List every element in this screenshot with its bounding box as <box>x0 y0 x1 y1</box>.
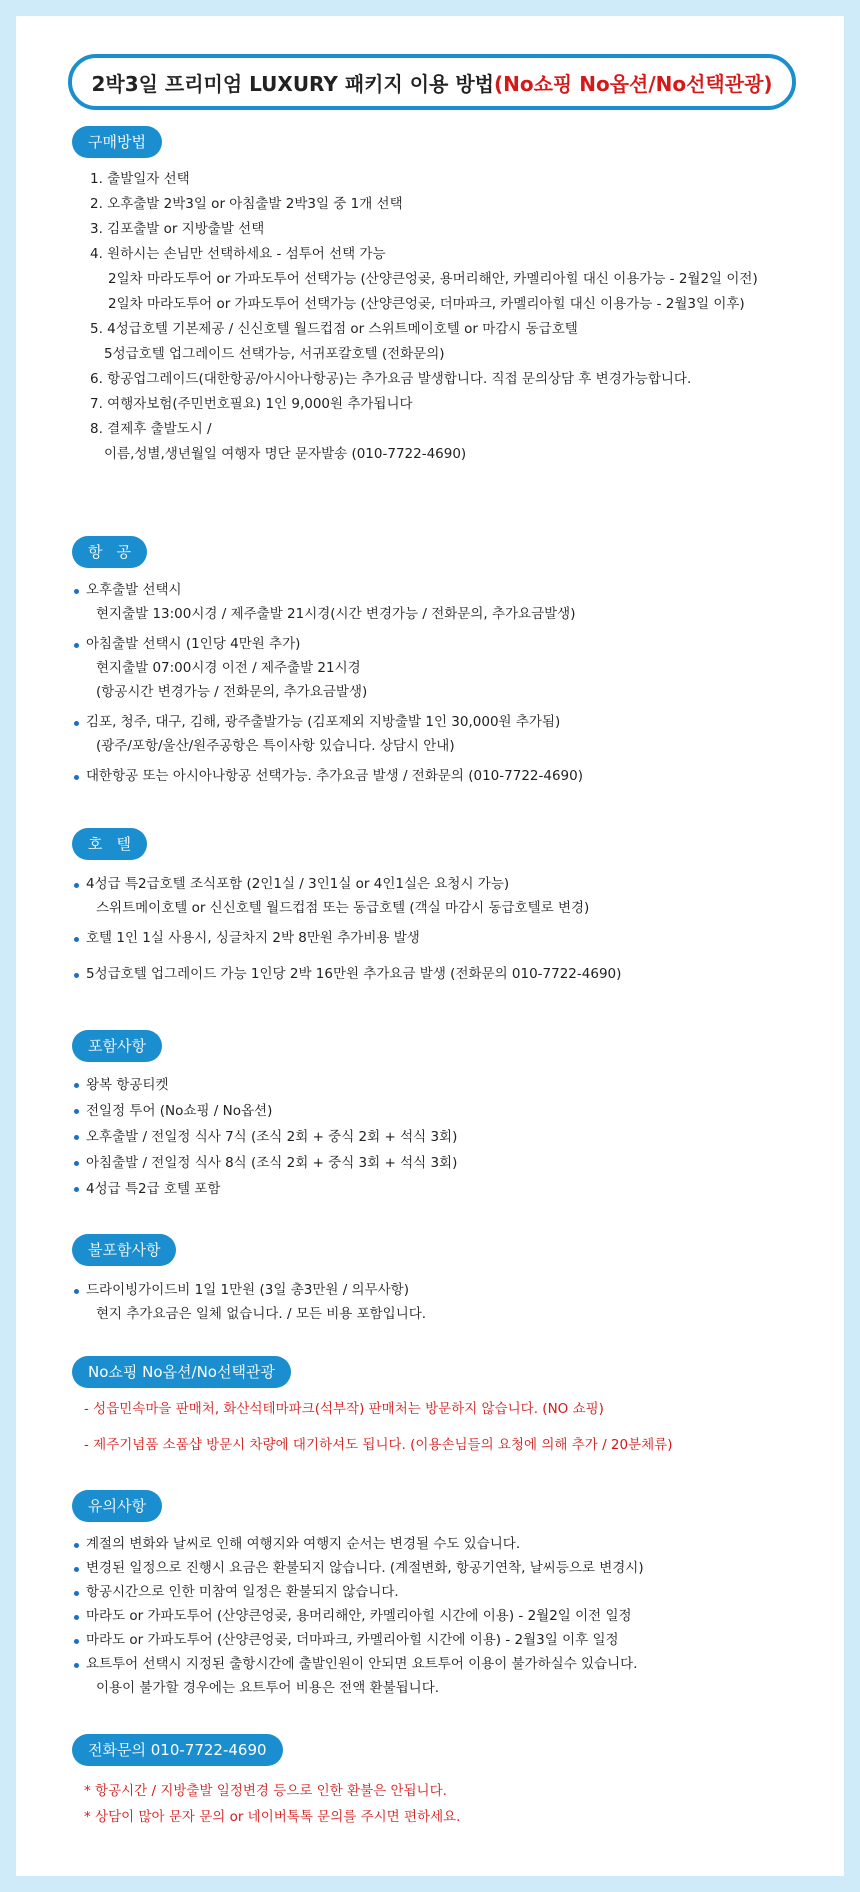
page-title-main: 2박3일 프리미엄 LUXURY 패키지 이용 방법 <box>91 71 494 96</box>
list-item: 전일정 투어 (No쇼핑 / No옵션) <box>72 1098 832 1124</box>
list-item: 변경된 일정으로 진행시 요금은 환불되지 않습니다. (계절변화, 항공기연착, 날씨등으로 변경시) <box>72 1556 832 1580</box>
list-item: 아침출발 / 전일정 식사 8식 (조식 2회 + 중식 3회 + 석식 3회) <box>72 1150 832 1176</box>
section-heading-purchase: 구매방법 <box>72 126 162 158</box>
purchase-line: 5. 4성급호텔 기본제공 / 신신호텔 월드컵점 or 스위트메이호텔 or 마감시 동급호텔 <box>90 321 578 337</box>
contact-note: * 상담이 많아 문자 문의 or 네이버톡톡 문의를 주시면 편하세요. <box>84 1809 461 1825</box>
purchase-line: 2. 오후출발 2박3일 or 아침출발 2박3일 중 1개 선택 <box>90 196 403 212</box>
list-item: 4성급 특2급 호텔 포함 <box>72 1176 832 1202</box>
list-item: 마라도 or 가파도투어 (산양큰엉곶, 용머리해안, 카멜리아힐 시간에 이용) - 2월2일 이전 일정 <box>72 1604 832 1628</box>
list-item: 아침출발 선택시 (1인당 4만원 추가) 현지출발 07:00시경 이전 / 제주출발 21시경 (항공시간 변경가능 / 전화문의, 추가요금발생) <box>72 632 832 704</box>
list-item: 마라도 or 가파도투어 (산양큰엉곶, 더마파크, 카멜리아힐 시간에 이용) - 2월3일 이후 일정 <box>72 1628 832 1652</box>
noshopping-line: - 성읍민속마을 판매처, 화산석테마파크(석부작) 판매처는 방문하지 않습니다. (NO 쇼핑) <box>84 1401 604 1417</box>
list-item: 요트투어 선택시 지정된 출항시간에 출발인원이 안되면 요트투어 이용이 불가하실수 있습니다. 이용이 불가할 경우에는 요트투어 비용은 전액 환불됩니다. <box>72 1652 832 1700</box>
purchase-line: 7. 여행자보험(주민번호필요) 1인 9,000원 추가됩니다 <box>90 396 413 412</box>
contact-note: * 항공시간 / 지방출발 일정변경 등으로 인한 환불은 안됩니다. <box>84 1783 447 1799</box>
section-noshopping <box>72 1356 832 1468</box>
page-title <box>68 54 796 110</box>
list-item: 계절의 변화와 날씨로 인해 여행지와 여행지 순서는 변경될 수도 있습니다. <box>72 1532 832 1556</box>
purchase-line: 2일차 마라도투어 or 가파도투어 선택가능 (산양큰엉곶, 용머리해안, 카멜리아힐 대신 이용가능 - 2월2일 이전) <box>108 271 758 287</box>
list-item: 호텔 1인 1실 사용시, 싱글차지 2박 8만원 추가비용 발생 <box>72 926 832 950</box>
purchase-line: 2일차 마라도투어 or 가파도투어 선택가능 (산양큰엉곶, 더마파크, 카멜리아힐 대신 이용가능 - 2월3일 이후) <box>108 296 745 312</box>
section-contact <box>72 1734 832 1830</box>
section-flight <box>72 536 832 794</box>
section-excluded <box>72 1234 832 1326</box>
section-purchase <box>72 126 832 467</box>
section-heading-flight: 항공 <box>72 536 147 568</box>
section-heading-excluded: 불포함사항 <box>72 1234 176 1266</box>
section-heading-notes: 유의사항 <box>72 1490 162 1522</box>
purchase-line: 5성급호텔 업그레이드 선택가능, 서귀포칼호텔 (전화문의) <box>104 346 445 362</box>
noshopping-line: - 제주기념품 소품샵 방문시 차량에 대기하셔도 됩니다. (이용손님들의 요청에 의해 추가 / 20분체류) <box>84 1437 673 1453</box>
list-item: 4성급 특2급호텔 조식포함 (2인1실 / 3인1실 or 4인1실은 요청시 가능) 스위트메이호텔 or 신신호텔 월드컵점 또는 동급호텔 (객실 마감시 동급호텔로 변경) <box>72 872 832 920</box>
section-heading-hotel: 호텔 <box>72 828 147 860</box>
content-card <box>16 16 844 1876</box>
list-item: 오후출발 선택시 현지출발 13:00시경 / 제주출발 21시경(시간 변경가능 / 전화문의, 추가요금발생) <box>72 578 832 626</box>
section-included <box>72 1030 832 1202</box>
purchase-line: 4. 원하시는 손님만 선택하세요 - 섬투어 선택 가능 <box>90 246 386 262</box>
list-item: 오후출발 / 전일정 식사 7식 (조식 2회 + 중식 2회 + 석식 3회) <box>72 1124 832 1150</box>
purchase-line: 3. 김포출발 or 지방출발 선택 <box>90 221 265 237</box>
list-item: 김포, 청주, 대구, 김해, 광주출발가능 (김포제외 지방출발 1인 30,000원 추가됨) (광주/포항/울산/원주공항은 특이사항 있습니다. 상담시 안내) <box>72 710 832 758</box>
purchase-line: 6. 항공업그레이드(대한항공/아시아나항공)는 추가요금 발생합니다. 직접 문의상담 후 변경가능합니다. <box>90 371 692 387</box>
contact-phone-heading: 전화문의 010-7722-4690 <box>72 1734 283 1766</box>
page-title-highlight: (No쇼핑 No옵션/No선택관광) <box>493 71 773 96</box>
section-heading-included: 포함사항 <box>72 1030 162 1062</box>
purchase-line: 이름,성별,생년월일 여행자 명단 문자발송 (010-7722-4690) <box>104 446 467 462</box>
section-heading-noshopping: No쇼핑 No옵션/No선택관광 <box>72 1356 291 1388</box>
section-notes <box>72 1490 832 1700</box>
list-item: 드라이빙가이드비 1일 1만원 (3일 총3만원 / 의무사항) 현지 추가요금은 일체 없습니다. / 모든 비용 포함입니다. <box>72 1278 832 1326</box>
purchase-line: 1. 출발일자 선택 <box>90 171 190 187</box>
section-hotel <box>72 828 832 992</box>
list-item: 5성급호텔 업그레이드 가능 1인당 2박 16만원 추가요금 발생 (전화문의 010-7722-4690) <box>72 962 832 986</box>
list-item: 대한항공 또는 아시아나항공 선택가능. 추가요금 발생 / 전화문의 (010-7722-4690) <box>72 764 832 788</box>
purchase-line: 8. 결제후 출발도시 / <box>90 421 212 437</box>
list-item: 항공시간으로 인한 미참여 일정은 환불되지 않습니다. <box>72 1580 832 1604</box>
list-item: 왕복 항공티켓 <box>72 1072 832 1098</box>
